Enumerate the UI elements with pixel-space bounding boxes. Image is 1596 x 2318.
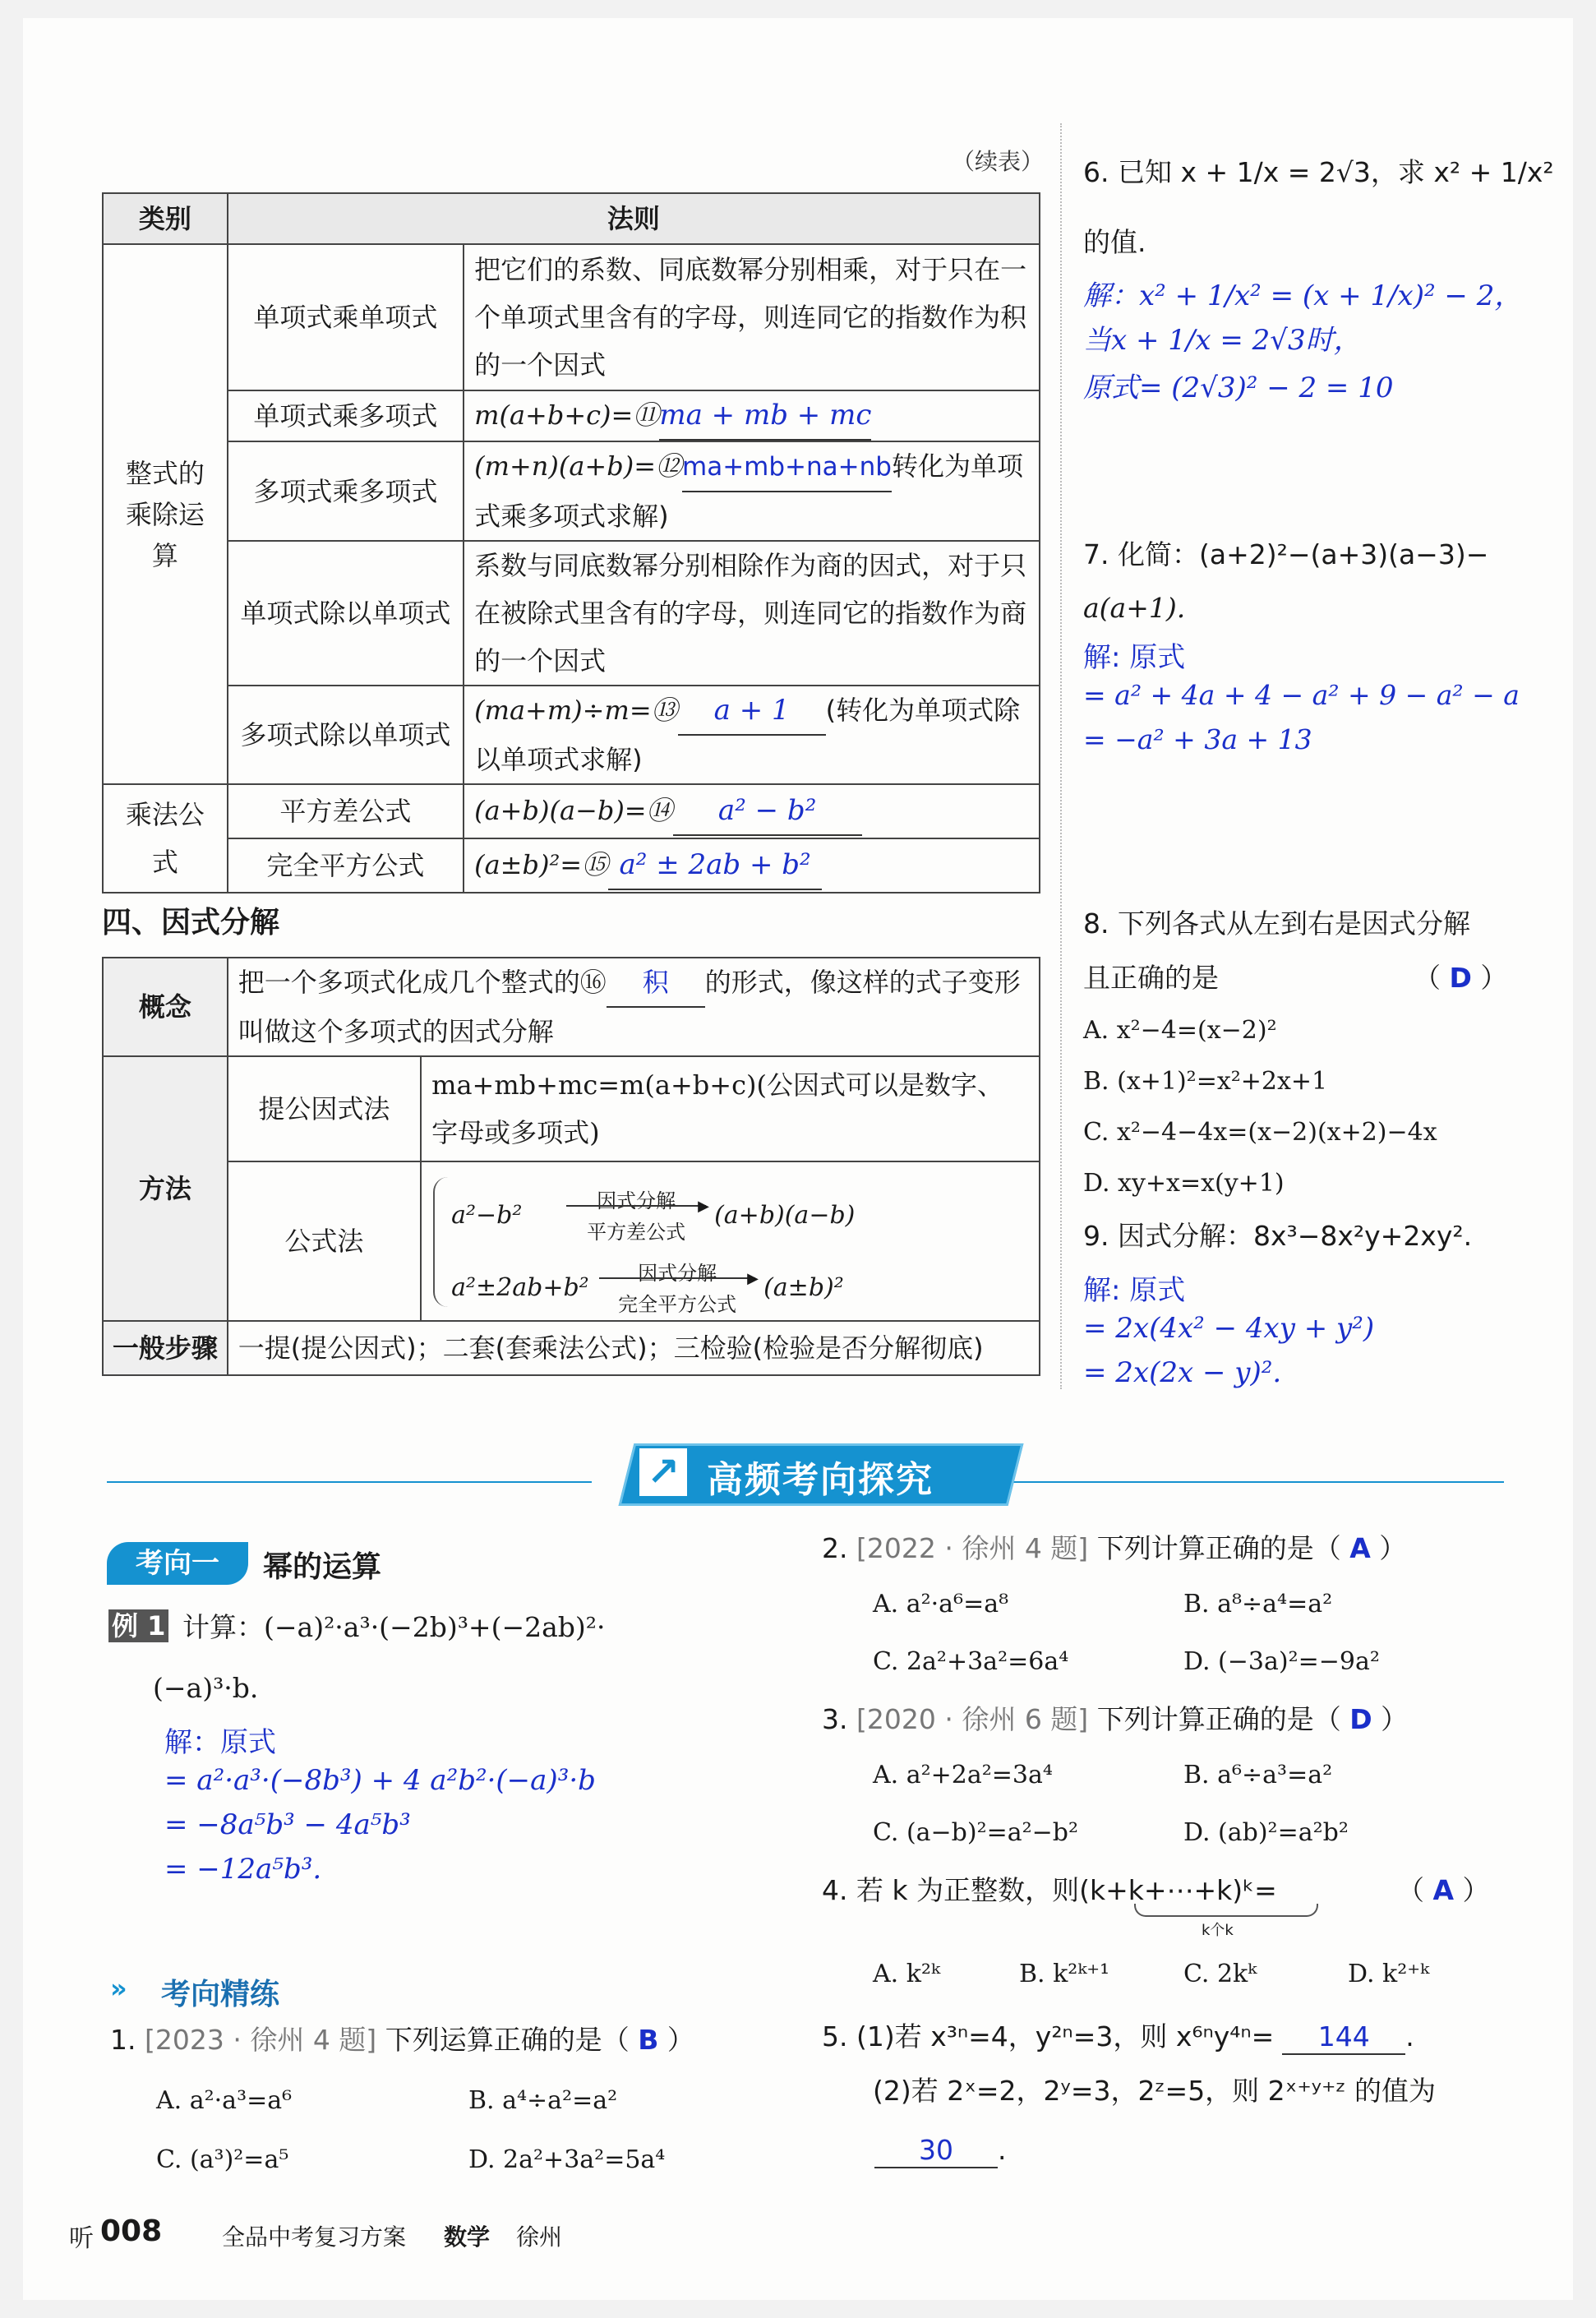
rule-text: 系数与同底数幂分别相除作为商的因式，对于只在被除式里含有的字母，则连同它的指数作为商的一个因式 [464, 541, 1040, 686]
practice-5: 5. (1)若 x³ⁿ=4，y²ⁿ=3，则 x⁶ⁿy⁴ⁿ= 144 . [822, 2020, 1414, 2055]
solution-line: 解：x² + 1/x² = (x + 1/x)² − 2， [1083, 279, 1523, 312]
option: B. k²ᵏ⁺¹ [1019, 1960, 1110, 1988]
option: B. a⁶÷a³=a² [1183, 1761, 1333, 1789]
factorization-table [102, 957, 1040, 1376]
rule-name: 平方差公式 [228, 784, 464, 838]
option: A. a²·a³=a⁶ [156, 2086, 293, 2115]
option: D. 2a²+3a²=5a⁴ [468, 2145, 666, 2174]
underbrace-label: k个k [1202, 1922, 1234, 1939]
header-category: 类别 [103, 193, 228, 244]
question-7: 7. 化简：(a+2)²−(a+3)(a−3)− [1083, 538, 1489, 570]
question-8-cont: 且正确的是 [1083, 962, 1219, 994]
formula-method [421, 1161, 1040, 1321]
option: A. k²ᵏ [873, 1960, 940, 1988]
arrow-icon [566, 1205, 706, 1207]
solution-line: = a² + 4a + 4 − a² + 9 − a² − a [1083, 679, 1520, 711]
solution-line: = 2x(2x − y)². [1083, 1356, 1282, 1389]
rule-formula: (a±b)²=⑮ a² ± 2ab + b² [464, 838, 1040, 893]
answer-bracket: （ A ） [1397, 1874, 1490, 1906]
practice-title: 考向精练 [161, 1978, 280, 2011]
option: C. 2kᵏ [1183, 1960, 1257, 1988]
method-name: 提公因式法 [228, 1056, 421, 1161]
practice-1: 1. [2023 · 徐州 4 题] 下列运算正确的是（ B ） [110, 2024, 694, 2056]
example-question: 计算：(−a)²·a³·(−2b)³+(−2ab)²· [182, 1611, 606, 1643]
option: C. 2a²+3a²=6a⁴ [873, 1647, 1069, 1676]
answer-p1: B [638, 2024, 659, 2056]
option: D. k²⁺ᵏ [1348, 1960, 1430, 1988]
answer-15: a² ± 2ab + b² [608, 841, 822, 890]
page-number: 008 [100, 2214, 163, 2248]
rule-formula: (m+n)(a+b)=⑫ma+mb+na+nb转化为单项式乘多项式求解) [464, 441, 1040, 541]
answer-p2: A [1349, 1532, 1371, 1564]
section-title: 四、因式分解 [102, 906, 280, 940]
rule-text: 把它们的系数、同底数幂分别相乘，对于只在一个单项式里含有的字母，则连同它的指数作为积的一个因式 [464, 244, 1040, 390]
concept-text: 把一个多项式化成几个整式的⑯ 积 的形式，像这样的式子变形叫做这个多项式的因式分解 [228, 958, 1040, 1056]
source-tag: [2022 · 徐州 4 题] [856, 1532, 1089, 1564]
answer-8: D [1449, 962, 1472, 994]
row-concept: 概念 [103, 958, 228, 1056]
method-name: 公式法 [228, 1161, 421, 1321]
double-chevron-icon: » [110, 1973, 127, 2004]
option: A. x²−4=(x−2)² [1083, 1016, 1277, 1045]
option: C. x²−4−4x=(x−2)(x+2)−4x [1083, 1118, 1437, 1147]
solution-line: = a²·a³·(−8b³) + 4 a²b²·(−a)³·b [164, 1764, 596, 1797]
practice-5-part2: (2)若 2ˣ=2，2ʸ=3，2ᶻ=5，则 2ˣ⁺ʸ⁺ᶻ 的值为 [873, 2075, 1437, 2107]
question-9: 9. 因式分解：8x³−8x²y+2xy². [1083, 1220, 1473, 1252]
option: D. xy+x=x(y+1) [1083, 1169, 1285, 1198]
practice-2: 2. [2022 · 徐州 4 题] 下列计算正确的是（ A ） [822, 1532, 1407, 1564]
formula-row: a²−b² 因式分解 ▶ 平方差公式 (a+b)(a−b) [451, 1189, 856, 1244]
option: D. (−3a)²=−9a² [1183, 1647, 1380, 1676]
topic-tag: 考向一 [107, 1542, 248, 1585]
method-text: ma+mb+mc=m(a+b+c)(公因式可以是数字、字母或多项式) [421, 1056, 1040, 1161]
example-label: 例 1 [108, 1609, 168, 1642]
arrowhead-icon: ▶ [698, 1198, 709, 1215]
solution-line: = −12a⁵b³. [164, 1853, 322, 1886]
solution-line: 当x + 1/x = 2√3时， [1083, 324, 1362, 357]
solution-line: 解: 原式 [1083, 641, 1186, 674]
continued-label: （续表） [952, 148, 1045, 175]
option: A. a²+2a²=3a⁴ [873, 1761, 1053, 1789]
rule-formula: (a+b)(a−b)=⑭ a² − b² [464, 784, 1040, 838]
subject-label: 数学 [444, 2223, 491, 2251]
practice-5-answer-line: 30 . [874, 2134, 1007, 2168]
question-6-cont: 的值. [1083, 226, 1146, 258]
answer-p4: A [1432, 1874, 1455, 1906]
brace [433, 1177, 448, 1307]
answer-16: 积 [607, 958, 705, 1008]
category-multiplication: 整式的乘除运算 [103, 244, 228, 784]
option: B. (x+1)²=x²+2x+1 [1083, 1067, 1328, 1096]
solution-line: 原式= (2√3)² − 2 = 10 [1083, 372, 1394, 404]
question-7-cont: a(a+1). [1083, 592, 1186, 624]
rule-name: 完全平方公式 [228, 838, 464, 893]
practice-3: 3. [2020 · 徐州 6 题] 下列计算正确的是（ D ） [822, 1703, 1409, 1735]
answer-p5-1: 144 [1282, 2020, 1405, 2055]
arrowhead-icon: ▶ [747, 1270, 759, 1287]
region-label: 徐州 [516, 2223, 563, 2251]
answer-14: a² − b² [673, 787, 862, 836]
practice-4: 4. 若 k 为正整数，则(k+k+⋯+k)ᵏ= [822, 1874, 1277, 1906]
rules-table [102, 192, 1040, 893]
answer-bracket: （ D ） [1414, 962, 1508, 994]
banner-rule-left [107, 1481, 592, 1483]
question-6: 6. 已知 x + 1/x = 2√3，求 x² + 1/x² [1083, 156, 1554, 188]
column-divider [1060, 123, 1062, 1389]
option: D. (ab)²=a²b² [1183, 1818, 1349, 1847]
arrow-icon [599, 1277, 755, 1279]
steps-text: 一提(提公因式)；二套(套乘法公式)；三检验(检验是否分解彻底) [228, 1321, 1040, 1375]
row-method: 方法 [103, 1056, 228, 1321]
rule-name: 单项式除以单项式 [228, 541, 464, 686]
rule-formula: m(a+b+c)=⑪ma + mb + mc [464, 390, 1040, 441]
answer-11: ma + mb + mc [659, 391, 871, 441]
answer-12: ma+mb+na+nb [682, 443, 892, 492]
solution-line: = −8a⁵b³ − 4a⁵b³ [164, 1808, 411, 1841]
category-formula: 乘法公式 [103, 784, 228, 893]
rule-name: 多项式乘多项式 [228, 441, 464, 541]
question-8: 8. 下列各式从左到右是因式分解 [1083, 907, 1470, 940]
solution-line: 解: 原式 [1083, 1274, 1186, 1307]
book-title: 全品中考复习方案 [222, 2223, 407, 2251]
option: C. (a³)²=a⁵ [156, 2145, 289, 2174]
solution-line: 解：原式 [164, 1726, 276, 1759]
arrow-up-right-icon: ↗ [639, 1448, 687, 1496]
answer-13: a + 1 [678, 686, 826, 736]
listen-label: 听 [69, 2224, 94, 2253]
header-rule: 法则 [228, 193, 1040, 244]
source-tag: [2023 · 徐州 4 题] [145, 2024, 377, 2056]
answer-p5-2: 30 [874, 2134, 998, 2168]
rule-name: 单项式乘单项式 [228, 244, 464, 390]
row-steps: 一般步骤 [103, 1321, 228, 1375]
banner-title: 高频考向探究 [707, 1459, 934, 1501]
rule-name: 多项式除以单项式 [228, 686, 464, 784]
option: B. a⁸÷a⁴=a² [1183, 1590, 1333, 1618]
source-tag: [2020 · 徐州 6 题] [856, 1703, 1089, 1735]
solution-line: = −a² + 3a + 13 [1083, 723, 1312, 755]
option: B. a⁴÷a²=a² [468, 2086, 618, 2115]
underbrace [1134, 1904, 1318, 1917]
answer-p3: D [1349, 1703, 1372, 1735]
option: C. (a−b)²=a²−b² [873, 1818, 1079, 1847]
banner-rule-right [1011, 1481, 1504, 1483]
example-question-cont: (−a)³·b. [153, 1672, 259, 1704]
formula-row: a²±2ab+b² 因式分解 ▶ 完全平方公式 (a±b)² [451, 1262, 844, 1316]
solution-line: = 2x(4x² − 4xy + y²) [1083, 1312, 1375, 1345]
topic-title: 幂的运算 [263, 1550, 382, 1584]
rule-name: 单项式乘多项式 [228, 390, 464, 441]
rule-formula: (ma+m)÷m=⑬ a + 1 (转化为单项式除以单项式求解) [464, 686, 1040, 784]
option: A. a²·a⁶=a⁸ [873, 1590, 1009, 1618]
